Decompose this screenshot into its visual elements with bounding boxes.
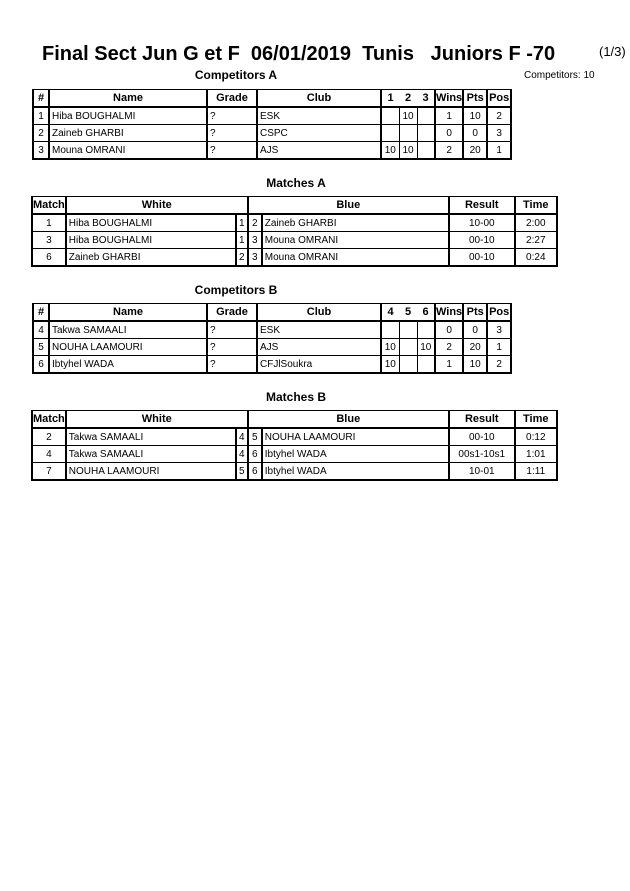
cell-points: 20 [463,339,487,356]
cell-time: 0:12 [515,428,557,446]
column-header: Name [49,90,207,108]
cell-score-2: 10 [399,107,417,125]
cell-time: 0:24 [515,249,557,267]
cell-grade: ? [207,356,257,374]
cell-result: 00-10 [449,232,515,249]
cell-grade: ? [207,321,257,339]
cell-blue-player: Zaineb GHARBI [262,214,449,232]
cell-points: 10 [463,107,487,125]
column-header: Pos [487,304,511,322]
column-header: White [66,411,248,429]
cell-score-3 [417,321,435,339]
cell-white-player: Hiba BOUGHALMI [66,232,236,249]
cell-result: 00s1-10s1 [449,446,515,463]
column-header: Name [49,304,207,322]
cell-number: 1 [33,107,49,125]
table-row [33,321,511,339]
cell-result: 00-10 [449,428,515,446]
cell-time: 2:27 [515,232,557,249]
cell-wins: 0 [435,125,463,142]
competitors-a-table [32,89,512,160]
competitors-count: Competitors: 10 [524,70,595,81]
cell-points: 10 [463,356,487,374]
cell-white-player: Zaineb GHARBI [66,249,236,267]
cell-club: AJS [257,339,381,356]
cell-competitor-name: NOUHA LAAMOURI [49,339,207,356]
column-header: # [33,90,49,108]
column-header: Match [32,411,66,429]
cell-blue-player: Mouna OMRANI [262,232,449,249]
column-header: Club [257,304,381,322]
cell-club: CSPC [257,125,381,142]
cell-blue-player: Mouna OMRANI [262,249,449,267]
cell-score-3 [417,125,435,142]
cell-blue-number: 6 [248,463,262,481]
cell-score-3 [417,356,435,374]
column-header: 5 [399,304,417,322]
competitors-a-heading: Competitors A [194,68,278,82]
column-header: Club [257,90,381,108]
page-title: Final Sect Jun G et F 06/01/2019 Tunis Juniors F -70 [42,43,556,65]
cell-time: 1:11 [515,463,557,481]
cell-white-number: 1 [236,214,248,232]
table-row [33,125,511,142]
cell-points: 0 [463,125,487,142]
cell-score-1 [381,321,399,339]
table-row [32,446,557,463]
cell-blue-number: 2 [248,214,262,232]
column-header: 4 [381,304,399,322]
table-row [33,107,511,125]
cell-blue-player: Ibtyhel WADA [262,446,449,463]
cell-position: 3 [487,321,511,339]
cell-wins: 1 [435,107,463,125]
column-header: 3 [417,90,435,108]
column-header: 2 [399,90,417,108]
column-header: Time [515,411,557,429]
cell-competitor-name: Zaineb GHARBI [49,125,207,142]
cell-score-1 [381,107,399,125]
table-header-row [33,90,511,108]
table-row [33,356,511,374]
table-row [33,339,511,356]
cell-position: 3 [487,125,511,142]
cell-number: 6 [33,356,49,374]
matches-b-heading: Matches B [265,390,327,404]
column-header: Pos [487,90,511,108]
table-row [32,428,557,446]
cell-score-1: 10 [381,339,399,356]
cell-white-player: NOUHA LAAMOURI [66,463,236,481]
cell-match-number: 3 [32,232,66,249]
column-header: Result [449,197,515,215]
cell-number: 4 [33,321,49,339]
cell-grade: ? [207,107,257,125]
cell-number: 5 [33,339,49,356]
cell-wins: 0 [435,321,463,339]
cell-match-number: 1 [32,214,66,232]
column-header: 6 [417,304,435,322]
column-header: White [66,197,248,215]
cell-blue-number: 3 [248,249,262,267]
cell-white-player: Takwa SAMAALI [66,446,236,463]
column-header: 1 [381,90,399,108]
column-header: Wins [435,304,463,322]
cell-score-1 [381,125,399,142]
column-header: Grade [207,90,257,108]
cell-club: ESK [257,321,381,339]
cell-blue-number: 3 [248,232,262,249]
cell-points: 0 [463,321,487,339]
cell-grade: ? [207,142,257,160]
column-header: Blue [248,197,449,215]
table-header-row [33,304,511,322]
cell-result: 10-00 [449,214,515,232]
competitors-b-table [32,303,512,374]
cell-wins: 2 [435,339,463,356]
cell-score-2 [399,125,417,142]
cell-blue-player: NOUHA LAAMOURI [262,428,449,446]
cell-wins: 2 [435,142,463,160]
cell-match-number: 6 [32,249,66,267]
table-header-row [32,411,557,429]
cell-grade: ? [207,339,257,356]
column-header: Pts [463,304,487,322]
cell-grade: ? [207,125,257,142]
column-header: Time [515,197,557,215]
column-header: # [33,304,49,322]
cell-position: 1 [487,339,511,356]
cell-white-player: Takwa SAMAALI [66,428,236,446]
cell-score-3: 10 [417,339,435,356]
cell-score-1: 10 [381,356,399,374]
cell-score-2 [399,321,417,339]
cell-time: 2:00 [515,214,557,232]
cell-club: AJS [257,142,381,160]
cell-result: 10-01 [449,463,515,481]
cell-number: 2 [33,125,49,142]
cell-position: 2 [487,107,511,125]
cell-score-3 [417,142,435,160]
cell-score-3 [417,107,435,125]
cell-blue-player: Ibtyhel WADA [262,463,449,481]
table-header-row [32,197,557,215]
column-header: Pts [463,90,487,108]
cell-blue-number: 5 [248,428,262,446]
cell-blue-number: 6 [248,446,262,463]
competitors-b-heading: Competitors B [194,283,278,297]
cell-white-player: Hiba BOUGHALMI [66,214,236,232]
table-row [33,142,511,160]
cell-score-1: 10 [381,142,399,160]
column-header: Blue [248,411,449,429]
cell-club: ESK [257,107,381,125]
column-header: Wins [435,90,463,108]
cell-position: 2 [487,356,511,374]
cell-white-number: 5 [236,463,248,481]
cell-number: 3 [33,142,49,160]
cell-match-number: 7 [32,463,66,481]
cell-white-number: 4 [236,428,248,446]
matches-b-table [31,410,558,481]
cell-white-number: 2 [236,249,248,267]
cell-position: 1 [487,142,511,160]
cell-score-2: 10 [399,142,417,160]
cell-club: CFJlSoukra [257,356,381,374]
table-row [32,214,557,232]
table-row [32,249,557,267]
cell-white-number: 4 [236,446,248,463]
matches-a-table [31,196,558,267]
cell-match-number: 4 [32,446,66,463]
page-number: (1/3) [599,44,626,59]
cell-wins: 1 [435,356,463,374]
cell-points: 20 [463,142,487,160]
cell-time: 1:01 [515,446,557,463]
column-header: Match [32,197,66,215]
cell-score-2 [399,339,417,356]
cell-match-number: 2 [32,428,66,446]
matches-a-heading: Matches A [266,176,326,190]
column-header: Grade [207,304,257,322]
cell-competitor-name: Mouna OMRANI [49,142,207,160]
table-row [32,463,557,481]
cell-competitor-name: Hiba BOUGHALMI [49,107,207,125]
cell-competitor-name: Takwa SAMAALI [49,321,207,339]
table-row [32,232,557,249]
cell-competitor-name: Ibtyhel WADA [49,356,207,374]
cell-score-2 [399,356,417,374]
cell-result: 00-10 [449,249,515,267]
cell-white-number: 1 [236,232,248,249]
column-header: Result [449,411,515,429]
